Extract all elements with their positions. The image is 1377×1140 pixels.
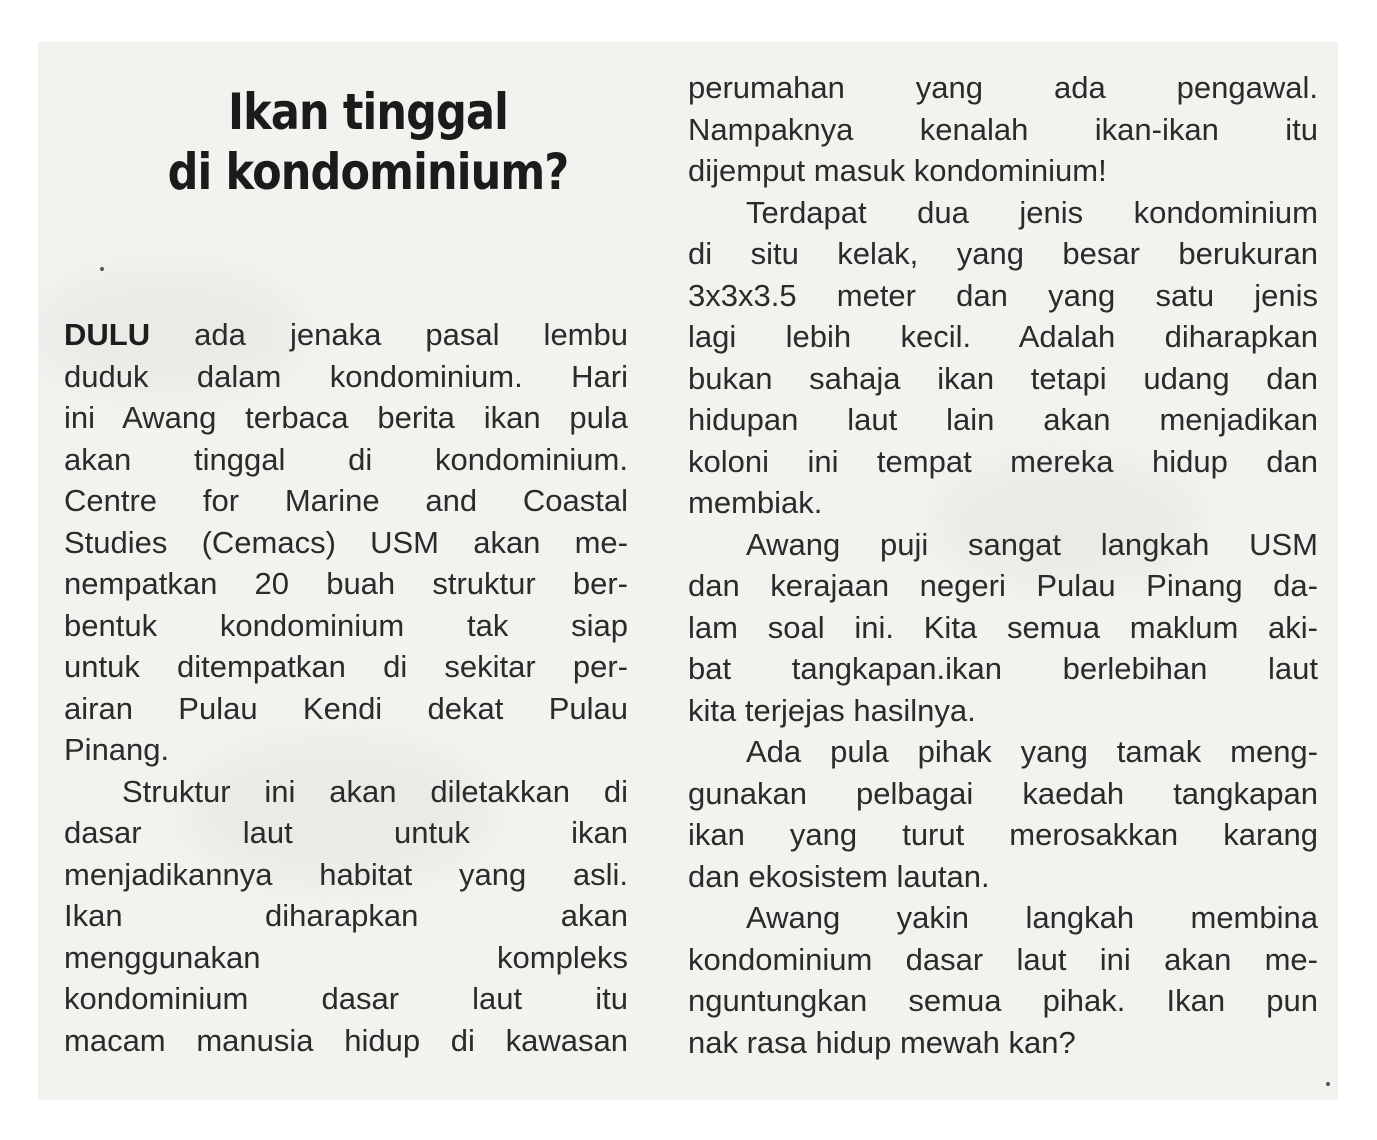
text-line: bat tangkapan.ikan berlebihan laut — [688, 651, 1318, 686]
text-line: Ada pula pihak yang tamak meng- — [746, 734, 1318, 769]
text-line: hidupan laut lain akan menjadikan — [688, 402, 1318, 437]
text-line: Pinang. — [64, 732, 170, 767]
text-line: membiak. — [688, 485, 823, 520]
headline-line-2: di kondominium? — [167, 143, 569, 201]
text-line: kita terjejas hasilnya. — [688, 692, 976, 728]
text-line: perumahan yang ada pengawal. — [688, 70, 1318, 105]
text-line: bukan sahaja ikan tetapi udang dan — [688, 360, 1318, 396]
text-line: gunakan pelbagai kaedah tangkapan — [688, 775, 1318, 811]
text-line: nguntungkan semua pihak. Ikan pun — [688, 983, 1318, 1018]
newspaper-clipping — [38, 42, 1338, 1100]
text-line: Ikan diharapkan akan — [64, 898, 628, 933]
lead-word: DULU — [64, 317, 151, 352]
text-line: Centre for Marine and Coastal — [64, 483, 628, 518]
text-line: Studies (Cemacs) USM akan me- — [64, 524, 628, 560]
text-line: ikan yang turut merosakkan karang — [688, 817, 1318, 852]
text-line: menjadikannya habitat yang asli. — [64, 856, 628, 892]
text-line: lagi lebih kecil. Adalah diharapkan — [688, 319, 1318, 354]
text-line: dijemput masuk kondominium! — [688, 153, 1107, 188]
text-line: dan ekosistem lautan. — [688, 858, 990, 894]
text-line: Awang puji sangat langkah USM — [746, 526, 1318, 562]
print-speck — [1326, 1082, 1330, 1086]
text-line: ini Awang terbaca berita ikan pula — [64, 400, 628, 435]
text-line: nak rasa hidup mewah kan? — [688, 1024, 1076, 1060]
print-speck — [100, 267, 104, 271]
text-line: bentuk kondominium tak siap — [64, 607, 628, 643]
text-line: akan tinggal di kondominium. — [64, 441, 628, 477]
text-line: dasar laut untuk ikan — [64, 815, 628, 850]
text-line: nempatkan 20 buah struktur ber- — [64, 566, 628, 601]
text-line: menggunakan kompleks — [64, 939, 628, 975]
text-line: kondominium dasar laut ini akan me- — [688, 941, 1318, 977]
text-line: Struktur ini akan diletakkan di — [122, 773, 628, 809]
text-line: DULU ada jenaka pasal lembu — [64, 317, 628, 352]
text-line: untuk ditempatkan di sekitar per- — [64, 649, 628, 684]
text-line: kondominium dasar laut itu — [64, 981, 628, 1016]
text-line: dan kerajaan negeri Pulau Pinang da- — [688, 568, 1318, 603]
article-headline — [136, 82, 600, 202]
text-line: 3x3x3.5 meter dan yang satu jenis — [688, 277, 1318, 313]
article-column-left — [64, 314, 628, 1061]
text-line: di situ kelak, yang besar berukuran — [688, 236, 1318, 271]
text-line: Awang yakin langkah membina — [746, 900, 1318, 935]
text-line: Terdapat dua jenis kondominium — [746, 194, 1318, 230]
text-line: lam soal ini. Kita semua maklum aki- — [688, 609, 1318, 645]
text-line: airan Pulau Kendi dekat Pulau — [64, 690, 628, 726]
text-line: Nampaknya kenalah ikan-ikan itu — [688, 111, 1318, 147]
article-column-right — [688, 67, 1318, 1063]
text-line: koloni ini tempat mereka hidup dan — [688, 443, 1318, 479]
text-line: macam manusia hidup di kawasan — [64, 1022, 628, 1058]
text-line: duduk dalam kondominium. Hari — [64, 358, 628, 394]
headline-line-1: Ikan tinggal — [227, 83, 509, 141]
